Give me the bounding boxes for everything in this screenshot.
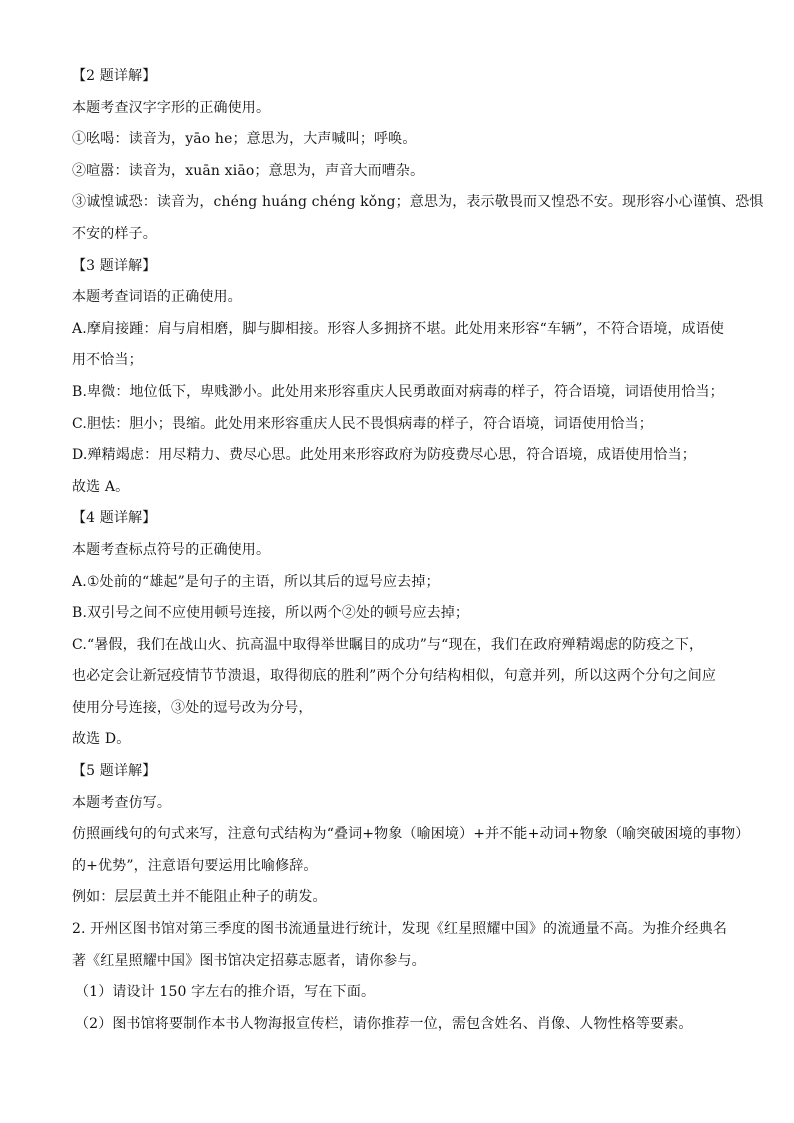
text-line: 不安的样子。 [72, 225, 157, 242]
question-2-line: 著《红星照耀中国》图书馆决定招募志愿者，请你参与。 [72, 952, 426, 969]
text-line: ②喧嚣：读音为，xuān xiāo；意思为，声音大而嘈杂。 [72, 162, 425, 179]
section-heading-2: 【2 题详解】 [72, 68, 157, 84]
document-page [72, 61, 764, 1040]
text-line: 例如：层层黄土并不能阻止种子的萌发。 [72, 889, 327, 906]
text-line: 故选 D。 [72, 731, 131, 748]
text-line: 本题考查仿写。 [72, 794, 172, 811]
text-line: 仿照画线句的句式来写，注意句式结构为“叠词+物象（喻困境）+并不能+动词+物象（喻突破困境的事物） [72, 826, 750, 843]
text-line: D.殚精竭虑：用尽精力、费尽心思。此处用来形容政府为防疫费尽心思，符合语境，成语使用恰当； [72, 447, 696, 464]
section-heading-4: 【4 题详解】 [72, 510, 157, 527]
section-heading-3: 【3 题详解】 [72, 257, 157, 274]
text-line: ①吆喝：读音为，yāo he；意思为，大声喊叫；呼唤。 [72, 131, 417, 148]
sub-question-1: （1）请设计 150 字左右的推介语，写在下面。 [75, 984, 376, 1001]
text-line: A.摩肩接踵：肩与肩相磨，脚与脚相接。形容人多拥挤不堪。此处用来形容“车辆”，不符合语境，成语使 [72, 320, 725, 337]
section-heading-5: 【5 题详解】 [72, 763, 157, 780]
text-line: 用不恰当； [72, 352, 143, 369]
sub-question-2: （2）图书馆将要制作本书人物海报宣传栏，请你推荐一位，需包含姓名、肖像、人物性格等要素。 [75, 1015, 693, 1032]
text-line: A.①处前的“雄起”是句子的主语，所以其后的逗号应去掉； [72, 573, 440, 590]
text-line: 使用分号连接，③处的逗号改为分号， [72, 699, 313, 716]
text-line: 本题考查词语的正确使用。 [72, 289, 242, 306]
text-line: B.卑微：地位低下，卑贱渺小。此处用来形容重庆人民勇敢面对病毒的样子，符合语境，词语使用恰当； [72, 383, 724, 400]
text-line: 故选 A。 [72, 478, 130, 495]
text-line: 的+优势”，注意语句要运用比喻修辞。 [72, 857, 318, 874]
text-line: ③诚惶诚恐：读音为，chéng huáng chéng kǒng；意思为，表示敬畏而又惶恐不安。现形容小心谨慎、恐惧 [72, 194, 764, 211]
text-line: B.双引号之间不应使用顿号连接，所以两个②处的顿号应去掉； [72, 605, 470, 622]
text-line: C.胆怯：胆小；畏缩。此处用来形容重庆人民不畏惧病毒的样子，符合语境，词语使用恰当； [72, 415, 653, 432]
question-2-line: 2. 开州区图书馆对第三季度的图书流通量进行统计，发现《红星照耀中国》的流通量不高。为推介经典名 [72, 921, 728, 938]
text-line: C.“暑假，我们在战山火、抗高温中取得举世瞩目的成功”与“现在，我们在政府殚精竭虑的防疫之下， [72, 636, 704, 653]
text-line: 本题考查标点符号的正确使用。 [72, 541, 271, 558]
text-line: 本题考查汉字字形的正确使用。 [72, 99, 271, 116]
text-line: 也必定会让新冠疫情节节溃退，取得彻底的胜利”两个分句结构相似，句意并列，所以这两个分句之间应 [72, 668, 717, 685]
